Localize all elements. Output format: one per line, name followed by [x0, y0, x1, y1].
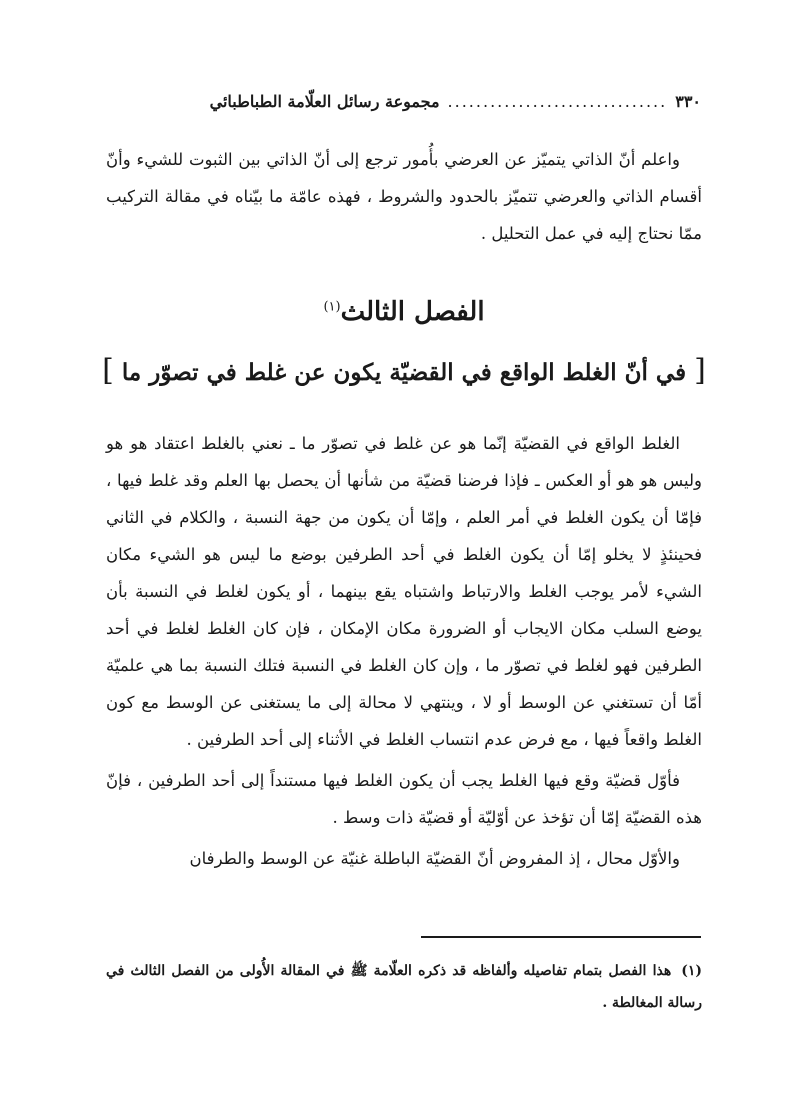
intro-paragraph: واعلم أنّ الذاتي يتميّز عن العرضي بأُمور ترجع إلى أنّ الذاتي بين الثبوت للشيء وأنّ أقسام الذاتي والعرضي تتميّز بالحدود والشروط ، فهذه عامّة ما بيّناه في مقالة التركيب ممّا نحتاج إليه في عمل التحليل . — [106, 150, 702, 243]
chapter-title — [106, 297, 702, 327]
paragraph-2: فأوّل قضيّة وقع فيها الغلط يجب أن يكون الغلط فيها مستنداً إلى أحد الطرفين ، فإنّ هذه القضيّة إمّا أن تؤخذ عن أوّليّة أو قضيّة ذات وسط . — [106, 771, 702, 827]
page-number: ٣٣٠ — [675, 91, 701, 111]
book-title: مجموعة رسائل العلّامة الطباطبائي — [209, 91, 440, 111]
footnote — [106, 955, 702, 1019]
close-bracket: ] — [102, 353, 114, 388]
open-bracket: [ — [694, 353, 706, 388]
chapter-subtitle — [100, 353, 708, 388]
footnote-number: (١) — [681, 963, 702, 979]
footnote-text: هذا الفصل بتمام تفاصيله وألفاظه قد ذكره العلّامة ﷺ في المقالة الأُولى من الفصل الثالث في رسالة المغالطة . — [106, 963, 702, 1011]
intro-section — [106, 141, 702, 252]
leader-dots: ............................... — [447, 91, 668, 111]
paragraph-3: والأوّل محال ، إذ المفروض أنّ القضيّة الباطلة غنيّة عن الوسط والطرفان — [189, 849, 680, 868]
footnote-separator — [421, 936, 701, 938]
main-text — [106, 425, 702, 877]
paragraph-1: الغلط الواقع في القضيّة إنّما هو عن غلط في تصوّر ما ـ نعني بالغلط اعتقاد هو هو وليس هو هو أو العكس ـ فإذا فرضنا قضيّة من شأنها أن يحصل بها العلم وقد غلط فيها ، فإمّا أن يكون الغلط في أمر العلم ، وإمّا أن يكون من جهة النسبة ، والكلام في الثاني فحينئذٍ لا يخلو إمّا أن يكون الغلط في أحد الطرفين بوضع ما ليس هو الشيء مكان الشيء لأمر يوجب الغلط والارتباط واشتباه يقع بينهما ، أو يكون لغلط في النسبة بأن يوضع السلب مكان الايجاب أو الضرورة مكان الإمكان ، فإن كان الغلط لغلط في أحد الطرفين فهو لغلط في تصوّر ما ، وإن كان الغلط في النسبة فتلك النسبة بما هي علميّة أمّا أن تستغني عن الوسط أو لا ، وينتهي لا محالة إلى ما يستغنى عن الوسط مع كون الغلط واقعاً فيها ، مع فرض عدم انتساب الغلط في الأثناء إلى أحد الطرفين . — [106, 434, 702, 749]
chapter-title-text: الفصل الثالث — [340, 297, 485, 327]
running-header — [107, 86, 701, 116]
footnote-marker[interactable]: (١) — [323, 299, 341, 315]
chapter-subtitle-text: في أنّ الغلط الواقع في القضيّة يكون عن غلط في تصوّر ما — [121, 359, 687, 386]
